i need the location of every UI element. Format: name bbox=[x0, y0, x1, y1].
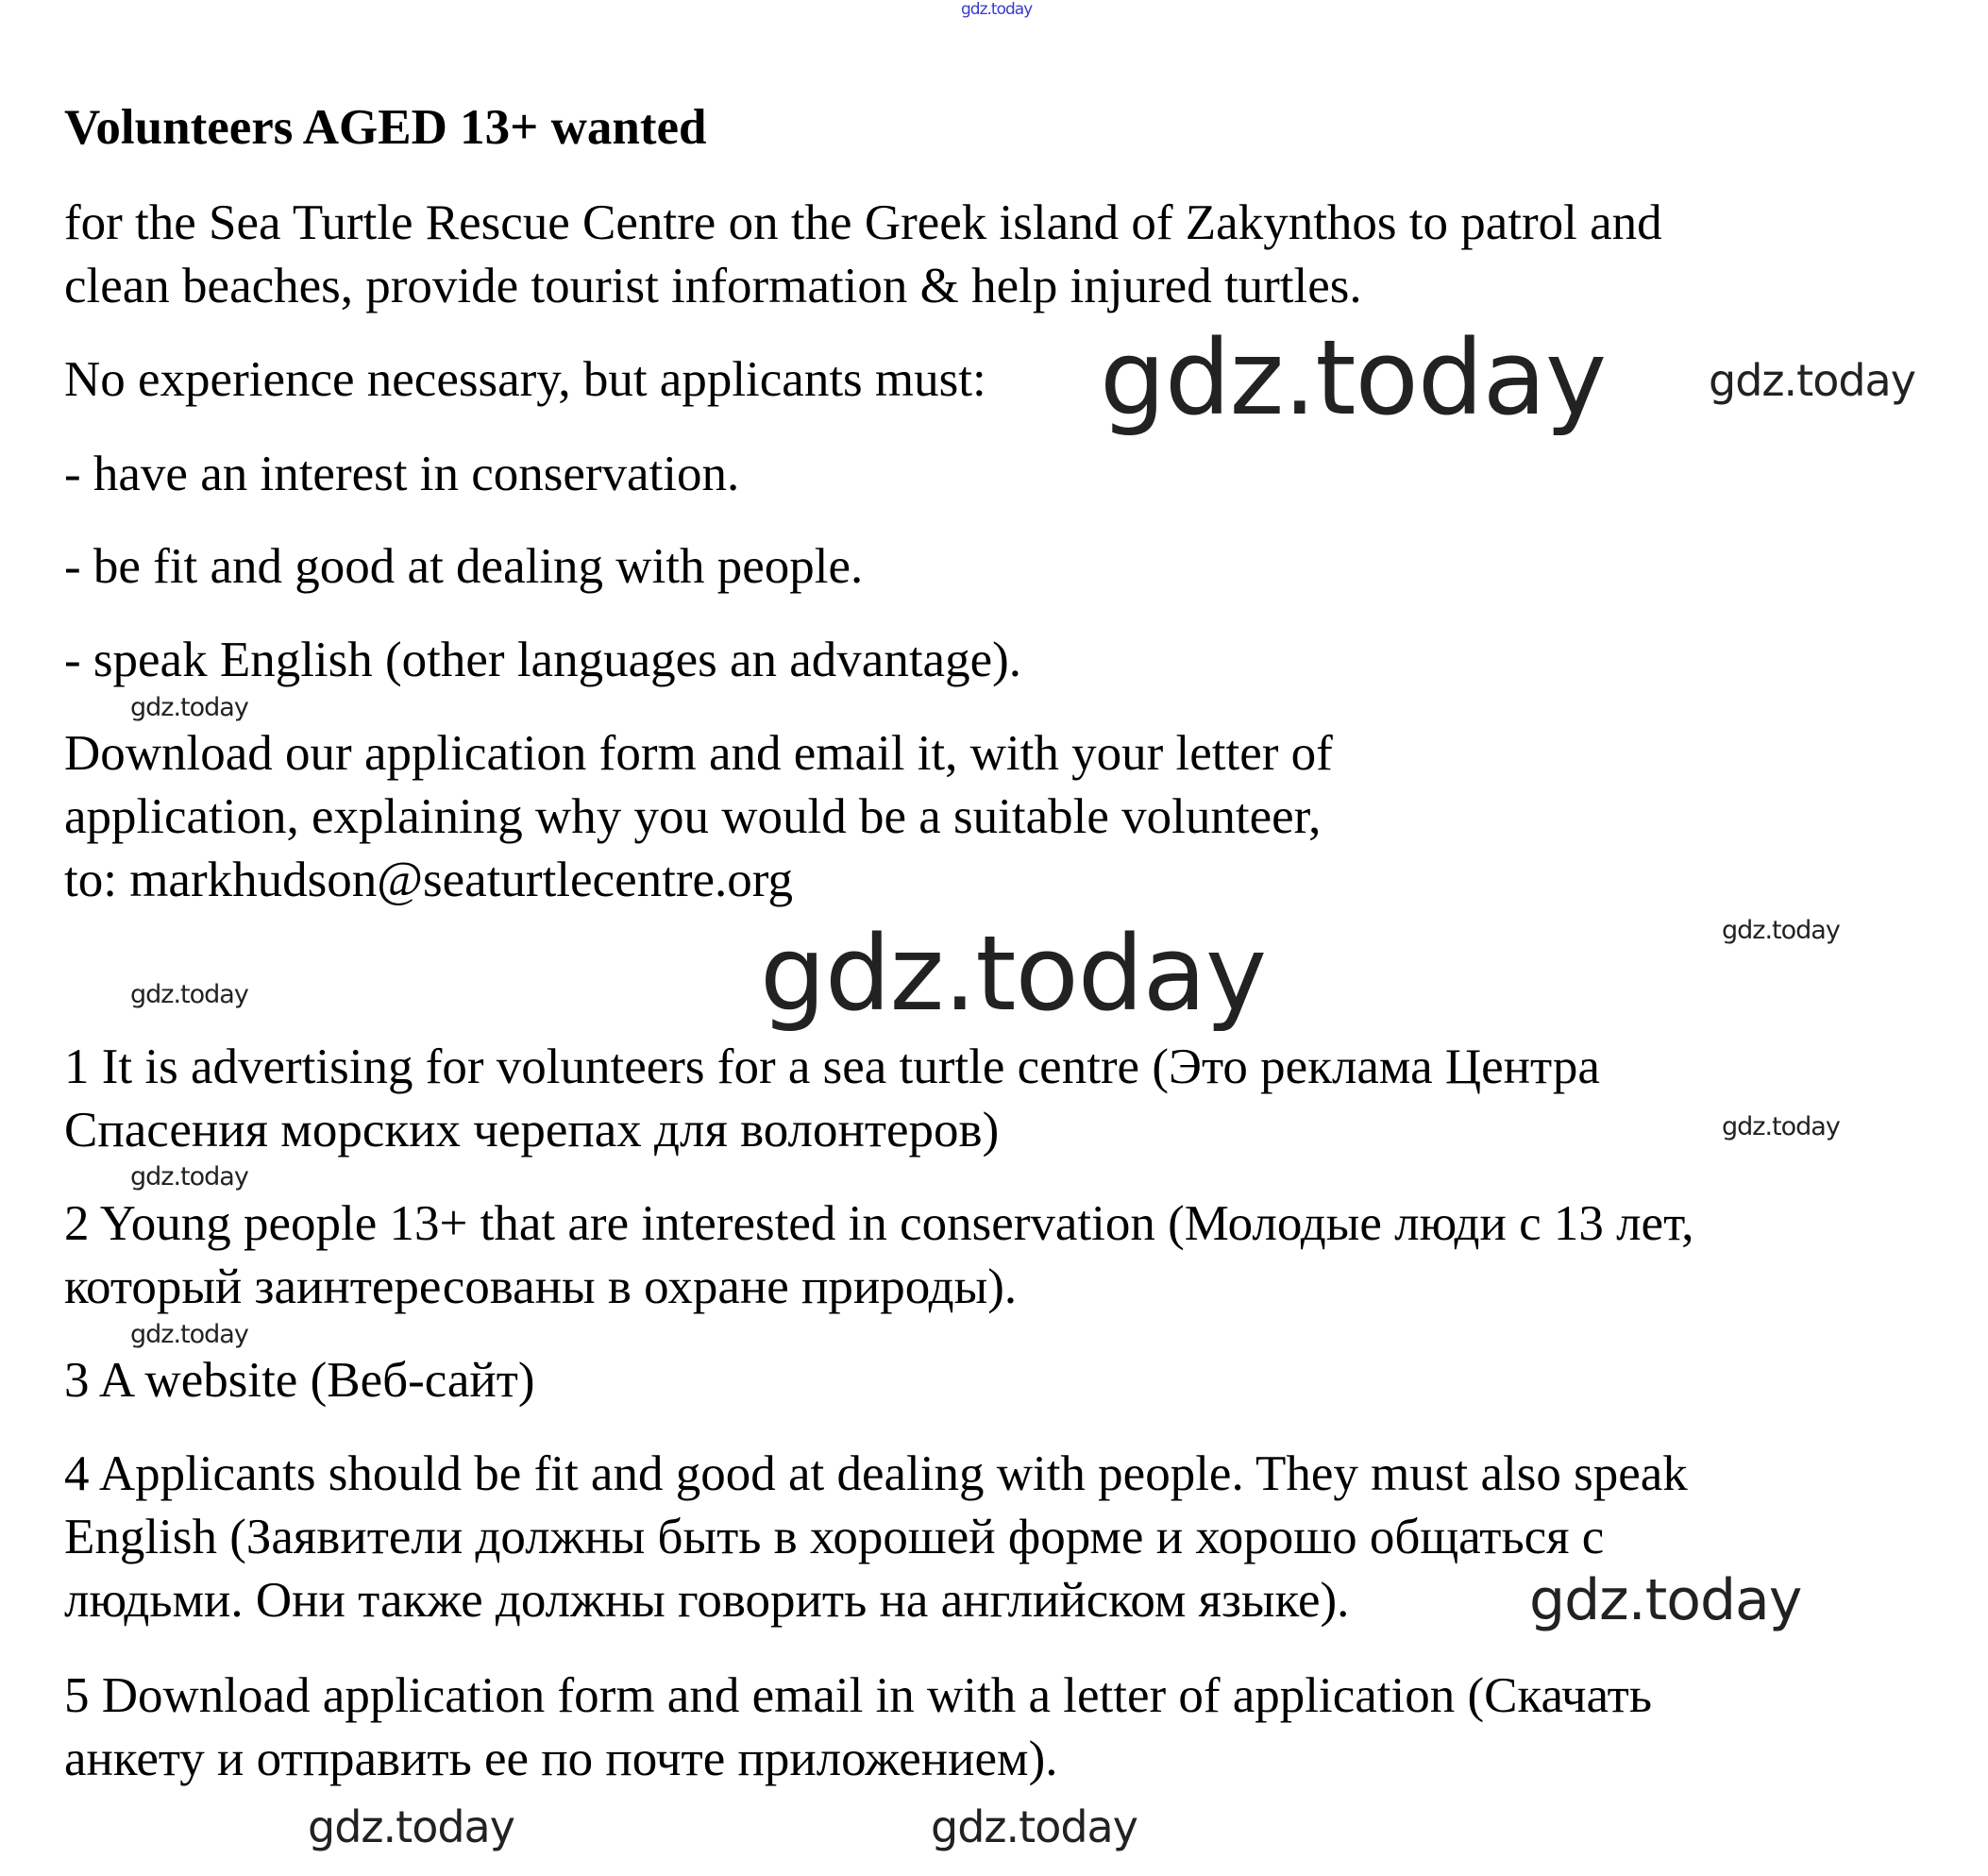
apply-email-line: to: markhudson@seaturtlecentre.org bbox=[64, 853, 793, 907]
watermark: gdz.today bbox=[1529, 1567, 1802, 1633]
answer-line: English (Заявители должны быть в хорошей форме и хорошо общаться с bbox=[64, 1510, 1605, 1564]
answer-line: 5 Download application form and email in with a letter of application (Скачать bbox=[64, 1668, 1652, 1723]
answer-line: анкету и отправить ее по почте приложением). bbox=[64, 1732, 1058, 1786]
requirement-item: - be fit and good at dealing with people. bbox=[64, 539, 864, 594]
answer-2 bbox=[64, 1192, 1694, 1319]
answer-line: 3 A website (Веб-сайт) bbox=[64, 1353, 535, 1408]
watermark: gdz.today bbox=[931, 1801, 1137, 1852]
requirements-lead: No experience necessary, but applicants must: bbox=[64, 352, 986, 407]
apply-instructions bbox=[64, 722, 1333, 912]
watermark: gdz.today bbox=[1722, 1112, 1840, 1141]
watermark-large: gdz.today bbox=[1100, 317, 1607, 438]
apply-line: Download our application form and email it, with your letter of bbox=[64, 726, 1333, 781]
watermark: gdz.today bbox=[130, 1320, 248, 1349]
answer-line: 4 Applicants should be fit and good at dealing with people. They must also speak bbox=[64, 1446, 1688, 1501]
answer-line: который заинтересованы в охране природы). bbox=[64, 1259, 1018, 1314]
answer-line: людьми. Они также должны говорить на английском языке). bbox=[64, 1573, 1350, 1628]
watermark: gdz.today bbox=[130, 980, 248, 1009]
ad-intro bbox=[64, 192, 1662, 318]
watermark: gdz.today bbox=[130, 693, 248, 722]
watermark: gdz.today bbox=[130, 1162, 248, 1192]
watermark: gdz.today bbox=[1709, 355, 1915, 406]
answer-4 bbox=[64, 1443, 1688, 1632]
apply-line: application, explaining why you would be a suitable volunteer, bbox=[64, 789, 1322, 844]
answer-3 bbox=[64, 1349, 535, 1412]
answer-line: Спасения морских черепах для волонтеров) bbox=[64, 1103, 1000, 1158]
intro-line: clean beaches, provide tourist information & help injured turtles. bbox=[64, 259, 1362, 313]
watermark: gdz.today bbox=[308, 1801, 514, 1852]
requirement-item: - speak English (other languages an advantage). bbox=[64, 633, 1021, 687]
ad-title: Volunteers AGED 13+ wanted bbox=[64, 100, 707, 155]
answer-line: 1 It is advertising for volunteers for a sea turtle centre (Это реклама Центра bbox=[64, 1039, 1600, 1094]
answer-5 bbox=[64, 1665, 1652, 1791]
intro-line: for the Sea Turtle Rescue Centre on the Greek island of Zakynthos to patrol and bbox=[64, 195, 1662, 250]
watermark-large: gdz.today bbox=[760, 913, 1267, 1034]
watermark: gdz.today bbox=[1722, 916, 1840, 945]
watermark-top: gdz.today bbox=[961, 0, 1033, 19]
requirement-item: - have an interest in conservation. bbox=[64, 447, 740, 501]
answer-1 bbox=[64, 1036, 1600, 1162]
answer-line: 2 Young people 13+ that are interested in conservation (Молодые люди с 13 лет, bbox=[64, 1196, 1694, 1251]
